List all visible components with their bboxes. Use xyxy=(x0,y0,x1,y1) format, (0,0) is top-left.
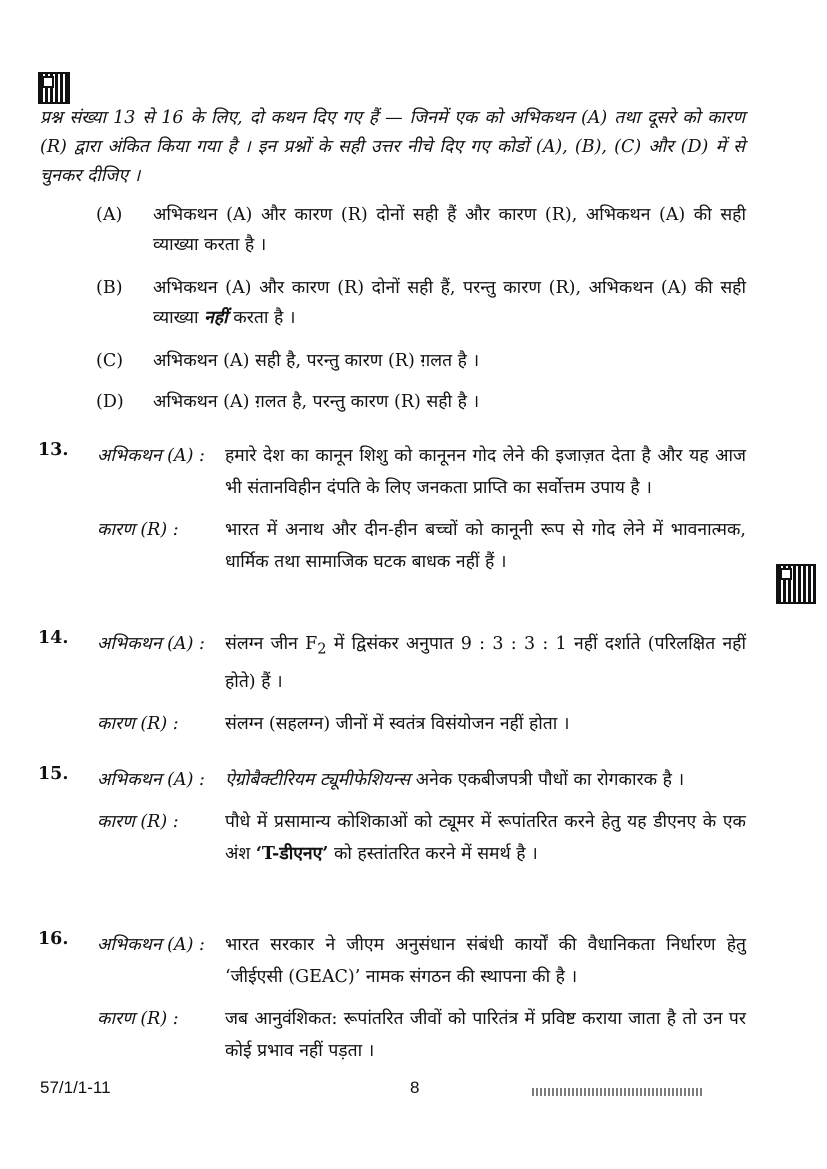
assertion-label: अभिकथन (A) : xyxy=(97,935,205,955)
question-14 xyxy=(38,628,746,740)
assertion-part: अनेक एकबीजपत्री पौधों का रोगकारक है । xyxy=(410,770,685,790)
question-number: 16. xyxy=(38,929,69,949)
assertion xyxy=(38,628,746,698)
reason xyxy=(38,708,746,740)
assertion xyxy=(38,764,746,796)
reason-text: भारत में अनाथ और दीन-हीन बच्चों को कानूनी रूप से गोद लेने में भावनात्मक, धार्मिक तथा सामाजिक घटक बाधक नहीं हैं । xyxy=(225,520,746,572)
assertion-part: में द्विसंकर अनुपात 9 : 3 : 3 : 1 नहीं दर्शाते (परिलक्षित नहीं होते) हैं । xyxy=(225,634,746,692)
assertion-text xyxy=(225,764,746,796)
reason xyxy=(38,514,746,578)
option-a xyxy=(96,200,746,260)
paper-code: 57/1/1-11 xyxy=(40,1078,111,1097)
option-label: (A) xyxy=(96,205,123,225)
question-15 xyxy=(38,764,746,870)
option-b xyxy=(96,273,746,333)
question-number: 14. xyxy=(38,628,69,648)
reason-label: कारण (R) : xyxy=(97,520,179,540)
assertion-label: अभिकथन (A) : xyxy=(97,770,205,790)
instructions: प्रश्न संख्या 13 से 16 के लिए, दो कथन दिए गए हैं — जिनमें एक को अभिकथन (A) तथा दूसरे को कारण (R) द्वारा अंकित किया गया है । इन प्रश्नों के सही उत्तर नीचे दिए गए कोडों (A), (B), (C) और (D) में से चुनकर दीजिए । xyxy=(40,108,745,186)
reason-text: जब आनुवंशिकत: रूपांतरित जीवों को पारितंत्र में प्रविष्ट कराया जाता है तो उन पर कोई प्रभाव नहीं पड़ता । xyxy=(225,1009,746,1061)
option-label: (C) xyxy=(96,351,124,371)
assertion xyxy=(38,929,746,993)
reason-text xyxy=(225,806,746,870)
option-text: अभिकथन (A) ग़लत है, परन्तु कारण (R) सही है । xyxy=(153,392,480,412)
question-number: 15. xyxy=(38,764,69,784)
assertion-text: हमारे देश का कानून शिशु को कानूनन गोद लेने की इजाज़त देता है और यह आज भी संतानविहीन दंपति के लिए जनकता प्राप्ति का सर्वोत्तम उपाय है । xyxy=(225,446,746,498)
page-number: 8 xyxy=(410,1078,420,1097)
assertion-text xyxy=(225,628,746,698)
option-label: (B) xyxy=(96,278,123,298)
assertion-label: अभिकथन (A) : xyxy=(97,446,205,466)
option-emphasis: नहीं xyxy=(204,308,228,328)
option-d xyxy=(96,387,746,417)
reason-part: को हस्तांतरित करने में समर्थ है । xyxy=(328,844,538,864)
question-16 xyxy=(38,929,746,1067)
option-text xyxy=(153,273,746,333)
option-text-part: करता है । xyxy=(233,308,296,328)
option-text: अभिकथन (A) और कारण (R) दोनों सही हैं और कारण (R), अभिकथन (A) की सही व्याख्या करता है । xyxy=(153,205,746,255)
option-c xyxy=(96,346,746,376)
reason-label: कारण (R) : xyxy=(97,812,179,832)
option-text: अभिकथन (A) सही है, परन्तु कारण (R) ग़लत है । xyxy=(153,351,480,371)
option-text-part: अभिकथन (A) और कारण (R) दोनों सही हैं, परन्तु कारण (R), अभिकथन (A) की सही व्याख्या xyxy=(153,278,746,328)
reason-label: कारण (R) : xyxy=(97,1009,179,1029)
reason xyxy=(38,1003,746,1067)
scientific-name: ऐग्रोबैक्टीरियम ट्यूमीफेशियन्स xyxy=(225,770,411,790)
subscript: 2 xyxy=(317,640,327,658)
wavy-line-decoration xyxy=(532,1088,702,1096)
option-label: (D) xyxy=(96,392,124,412)
qr-code-top xyxy=(38,72,70,104)
question-13 xyxy=(38,440,746,578)
reason-part: पौधे में प्रसामान्य कोशिकाओं को ट्यूमर में रूपांतरित करने हेतु यह डीएनए के एक अंश xyxy=(225,812,746,864)
assertion-label: अभिकथन (A) : xyxy=(97,634,205,654)
question-number: 13. xyxy=(38,440,69,460)
reason-bold: ‘T-डीएनए’ xyxy=(255,844,329,864)
reason-text: संलग्न (सहलग्न) जीनों में स्वतंत्र विसंयोजन नहीं होता । xyxy=(225,713,570,734)
assertion-part: संलग्न जीन F xyxy=(225,634,318,654)
assertion-text: भारत सरकार ने जीएम अनुसंधान संबंधी कार्यों की वैधानिकता निर्धारण हेतु ‘जीईएसी (GEAC)’ नामक संगठन की स्थापना की है । xyxy=(225,935,746,987)
reason-label: कारण (R) : xyxy=(97,713,179,734)
assertion xyxy=(38,440,746,504)
qr-code-side xyxy=(776,564,816,604)
reason xyxy=(38,806,746,870)
